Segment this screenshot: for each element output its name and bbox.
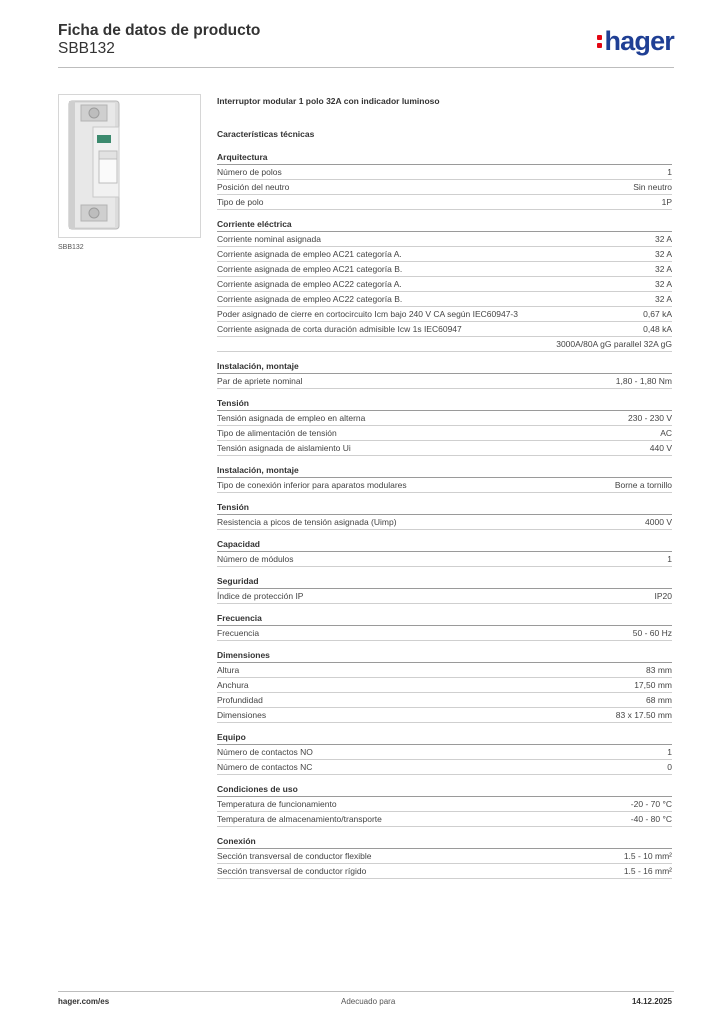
spec-value: 83 mm (646, 665, 672, 675)
footer-date: 14.12.2025 (631, 997, 672, 1006)
spec-row (217, 232, 672, 247)
spec-value: 32 A (654, 294, 672, 304)
spec-value: Borne a tornillo (614, 480, 672, 490)
spec-label: Número de contactos NO (217, 747, 313, 757)
spec-label: Frecuencia (217, 628, 260, 638)
spec-row (217, 589, 672, 604)
spec-row (217, 322, 672, 337)
product-details (217, 96, 672, 888)
spec-value: 0 (667, 762, 672, 772)
section-title: Tensión (217, 398, 672, 411)
spec-label: Anchura (217, 680, 249, 690)
section-title: Conexión (217, 836, 672, 849)
spec-label: Tipo de polo (217, 197, 264, 207)
spec-row (217, 247, 672, 262)
spec-label: Corriente asignada de empleo AC22 categoría B. (217, 294, 403, 304)
logo-dots-icon (597, 32, 603, 49)
spec-row (217, 812, 672, 827)
spec-label: Número de módulos (217, 554, 294, 564)
spec-label: Corriente asignada de corta duración admisible Icw 1s IEC60947 (217, 324, 462, 334)
image-caption: SBB132 (58, 244, 84, 251)
spec-row (217, 165, 672, 180)
spec-section (217, 502, 672, 530)
spec-row (217, 180, 672, 195)
product-code: SBB132 (58, 40, 115, 57)
spec-value: 3000A/80A gG parallel 32A gG (556, 339, 672, 349)
spec-section (217, 732, 672, 775)
spec-section (217, 613, 672, 641)
spec-label: Temperatura de funcionamiento (217, 799, 337, 809)
hager-logo (597, 26, 674, 57)
spec-value: 83 x 17.50 mm (615, 710, 672, 720)
spec-label: Tipo de alimentación de tensión (217, 428, 337, 438)
spec-row (217, 693, 672, 708)
spec-value: -20 - 70 °C (630, 799, 672, 809)
technical-characteristics-title: Características técnicas (217, 129, 315, 139)
spec-section (217, 836, 672, 879)
section-title: Equipo (217, 732, 672, 745)
spec-row (217, 760, 672, 775)
spec-value: 4000 V (645, 517, 672, 527)
spec-value: AC (660, 428, 672, 438)
spec-section (217, 465, 672, 493)
spec-row (217, 478, 672, 493)
spec-sections (217, 152, 672, 879)
spec-row (217, 262, 672, 277)
document-title: Ficha de datos de producto (58, 22, 261, 39)
section-title: Tensión (217, 502, 672, 515)
spec-row (217, 195, 672, 210)
logo-text: hager (604, 26, 674, 56)
spec-section (217, 398, 672, 456)
spec-row (217, 515, 672, 530)
section-title: Seguridad (217, 576, 672, 589)
section-title: Condiciones de uso (217, 784, 672, 797)
spec-label: Profundidad (217, 695, 263, 705)
spec-value: 230 - 230 V (628, 413, 672, 423)
spec-label: Corriente asignada de empleo AC21 categoría A. (217, 249, 402, 259)
spec-label: Índice de protección IP (217, 591, 304, 601)
spec-label: Corriente asignada de empleo AC21 categoría B. (217, 264, 403, 274)
spec-value: 1 (667, 554, 672, 564)
spec-row (217, 663, 672, 678)
spec-label: Poder asignado de cierre en cortocircuito Icm bajo 240 V CA según IEC60947-3 (217, 309, 518, 319)
spec-value: 17,50 mm (634, 680, 672, 690)
spec-section (217, 539, 672, 567)
spec-label: Temperatura de almacenamiento/transporte (217, 814, 382, 824)
section-title: Frecuencia (217, 613, 672, 626)
spec-label: Altura (217, 665, 240, 675)
page-header (58, 22, 674, 68)
spec-label: Corriente nominal asignada (217, 234, 321, 244)
spec-row (217, 552, 672, 567)
spec-value: 1 (667, 167, 672, 177)
spec-row (217, 411, 672, 426)
product-description: Interruptor modular 1 polo 32A con indicador luminoso (217, 96, 440, 106)
switch-device-icon (59, 95, 200, 237)
spec-label: Número de contactos NC (217, 762, 313, 772)
spec-section (217, 576, 672, 604)
spec-row (217, 441, 672, 456)
section-title: Arquitectura (217, 152, 672, 165)
spec-row (217, 277, 672, 292)
section-title: Capacidad (217, 539, 672, 552)
spec-value: 32 A (654, 234, 672, 244)
spec-section (217, 361, 672, 389)
spec-value: 1.5 - 16 mm² (623, 866, 672, 876)
spec-section (217, 650, 672, 723)
spec-value: 440 V (649, 443, 672, 453)
spec-label: Sección transversal de conductor flexible (217, 851, 372, 861)
spec-value: 1.5 - 10 mm² (623, 851, 672, 861)
spec-label: Par de apriete nominal (217, 376, 303, 386)
spec-row (217, 797, 672, 812)
spec-value: 50 - 60 Hz (632, 628, 672, 638)
spec-value: -40 - 80 °C (630, 814, 672, 824)
spec-row (217, 426, 672, 441)
spec-section (217, 784, 672, 827)
spec-row (217, 864, 672, 879)
spec-row (217, 337, 672, 352)
spec-value: IP20 (654, 591, 672, 601)
spec-label: Tensión asignada de aislamiento Ui (217, 443, 351, 453)
spec-section (217, 152, 672, 210)
spec-value: 1P (661, 197, 672, 207)
spec-row (217, 307, 672, 322)
spec-value: Sin neutro (633, 182, 672, 192)
spec-label: Dimensiones (217, 710, 267, 720)
spec-label: Tipo de conexión inferior para aparatos modulares (217, 480, 407, 490)
spec-row (217, 626, 672, 641)
section-title: Corriente eléctrica (217, 219, 672, 232)
product-image (58, 94, 201, 238)
spec-value: 32 A (654, 249, 672, 259)
spec-value: 1,80 - 1,80 Nm (615, 376, 672, 386)
section-title: Instalación, montaje (217, 465, 672, 478)
footer-website: hager.com/es (58, 997, 110, 1006)
spec-section (217, 219, 672, 352)
spec-value: 32 A (654, 279, 672, 289)
spec-label: Posición del neutro (217, 182, 290, 192)
section-title: Dimensiones (217, 650, 672, 663)
spec-label: Número de polos (217, 167, 282, 177)
header-divider (58, 67, 674, 68)
spec-row (217, 374, 672, 389)
spec-row (217, 849, 672, 864)
spec-row (217, 292, 672, 307)
spec-label: Sección transversal de conductor rígido (217, 866, 367, 876)
footer-divider (58, 991, 674, 992)
spec-value: 1 (667, 747, 672, 757)
spec-value: 0,67 kA (643, 309, 672, 319)
spec-label: Corriente asignada de empleo AC22 categoría A. (217, 279, 402, 289)
spec-row (217, 678, 672, 693)
spec-value: 32 A (654, 264, 672, 274)
footer-suitable-for: Adecuado para (341, 997, 396, 1006)
spec-value: 68 mm (646, 695, 672, 705)
section-title: Instalación, montaje (217, 361, 672, 374)
spec-value: 0,48 kA (643, 324, 672, 334)
spec-label: Resistencia a picos de tensión asignada (Uimp) (217, 517, 397, 527)
spec-label: Tensión asignada de empleo en alterna (217, 413, 366, 423)
spec-row (217, 745, 672, 760)
spec-row (217, 708, 672, 723)
